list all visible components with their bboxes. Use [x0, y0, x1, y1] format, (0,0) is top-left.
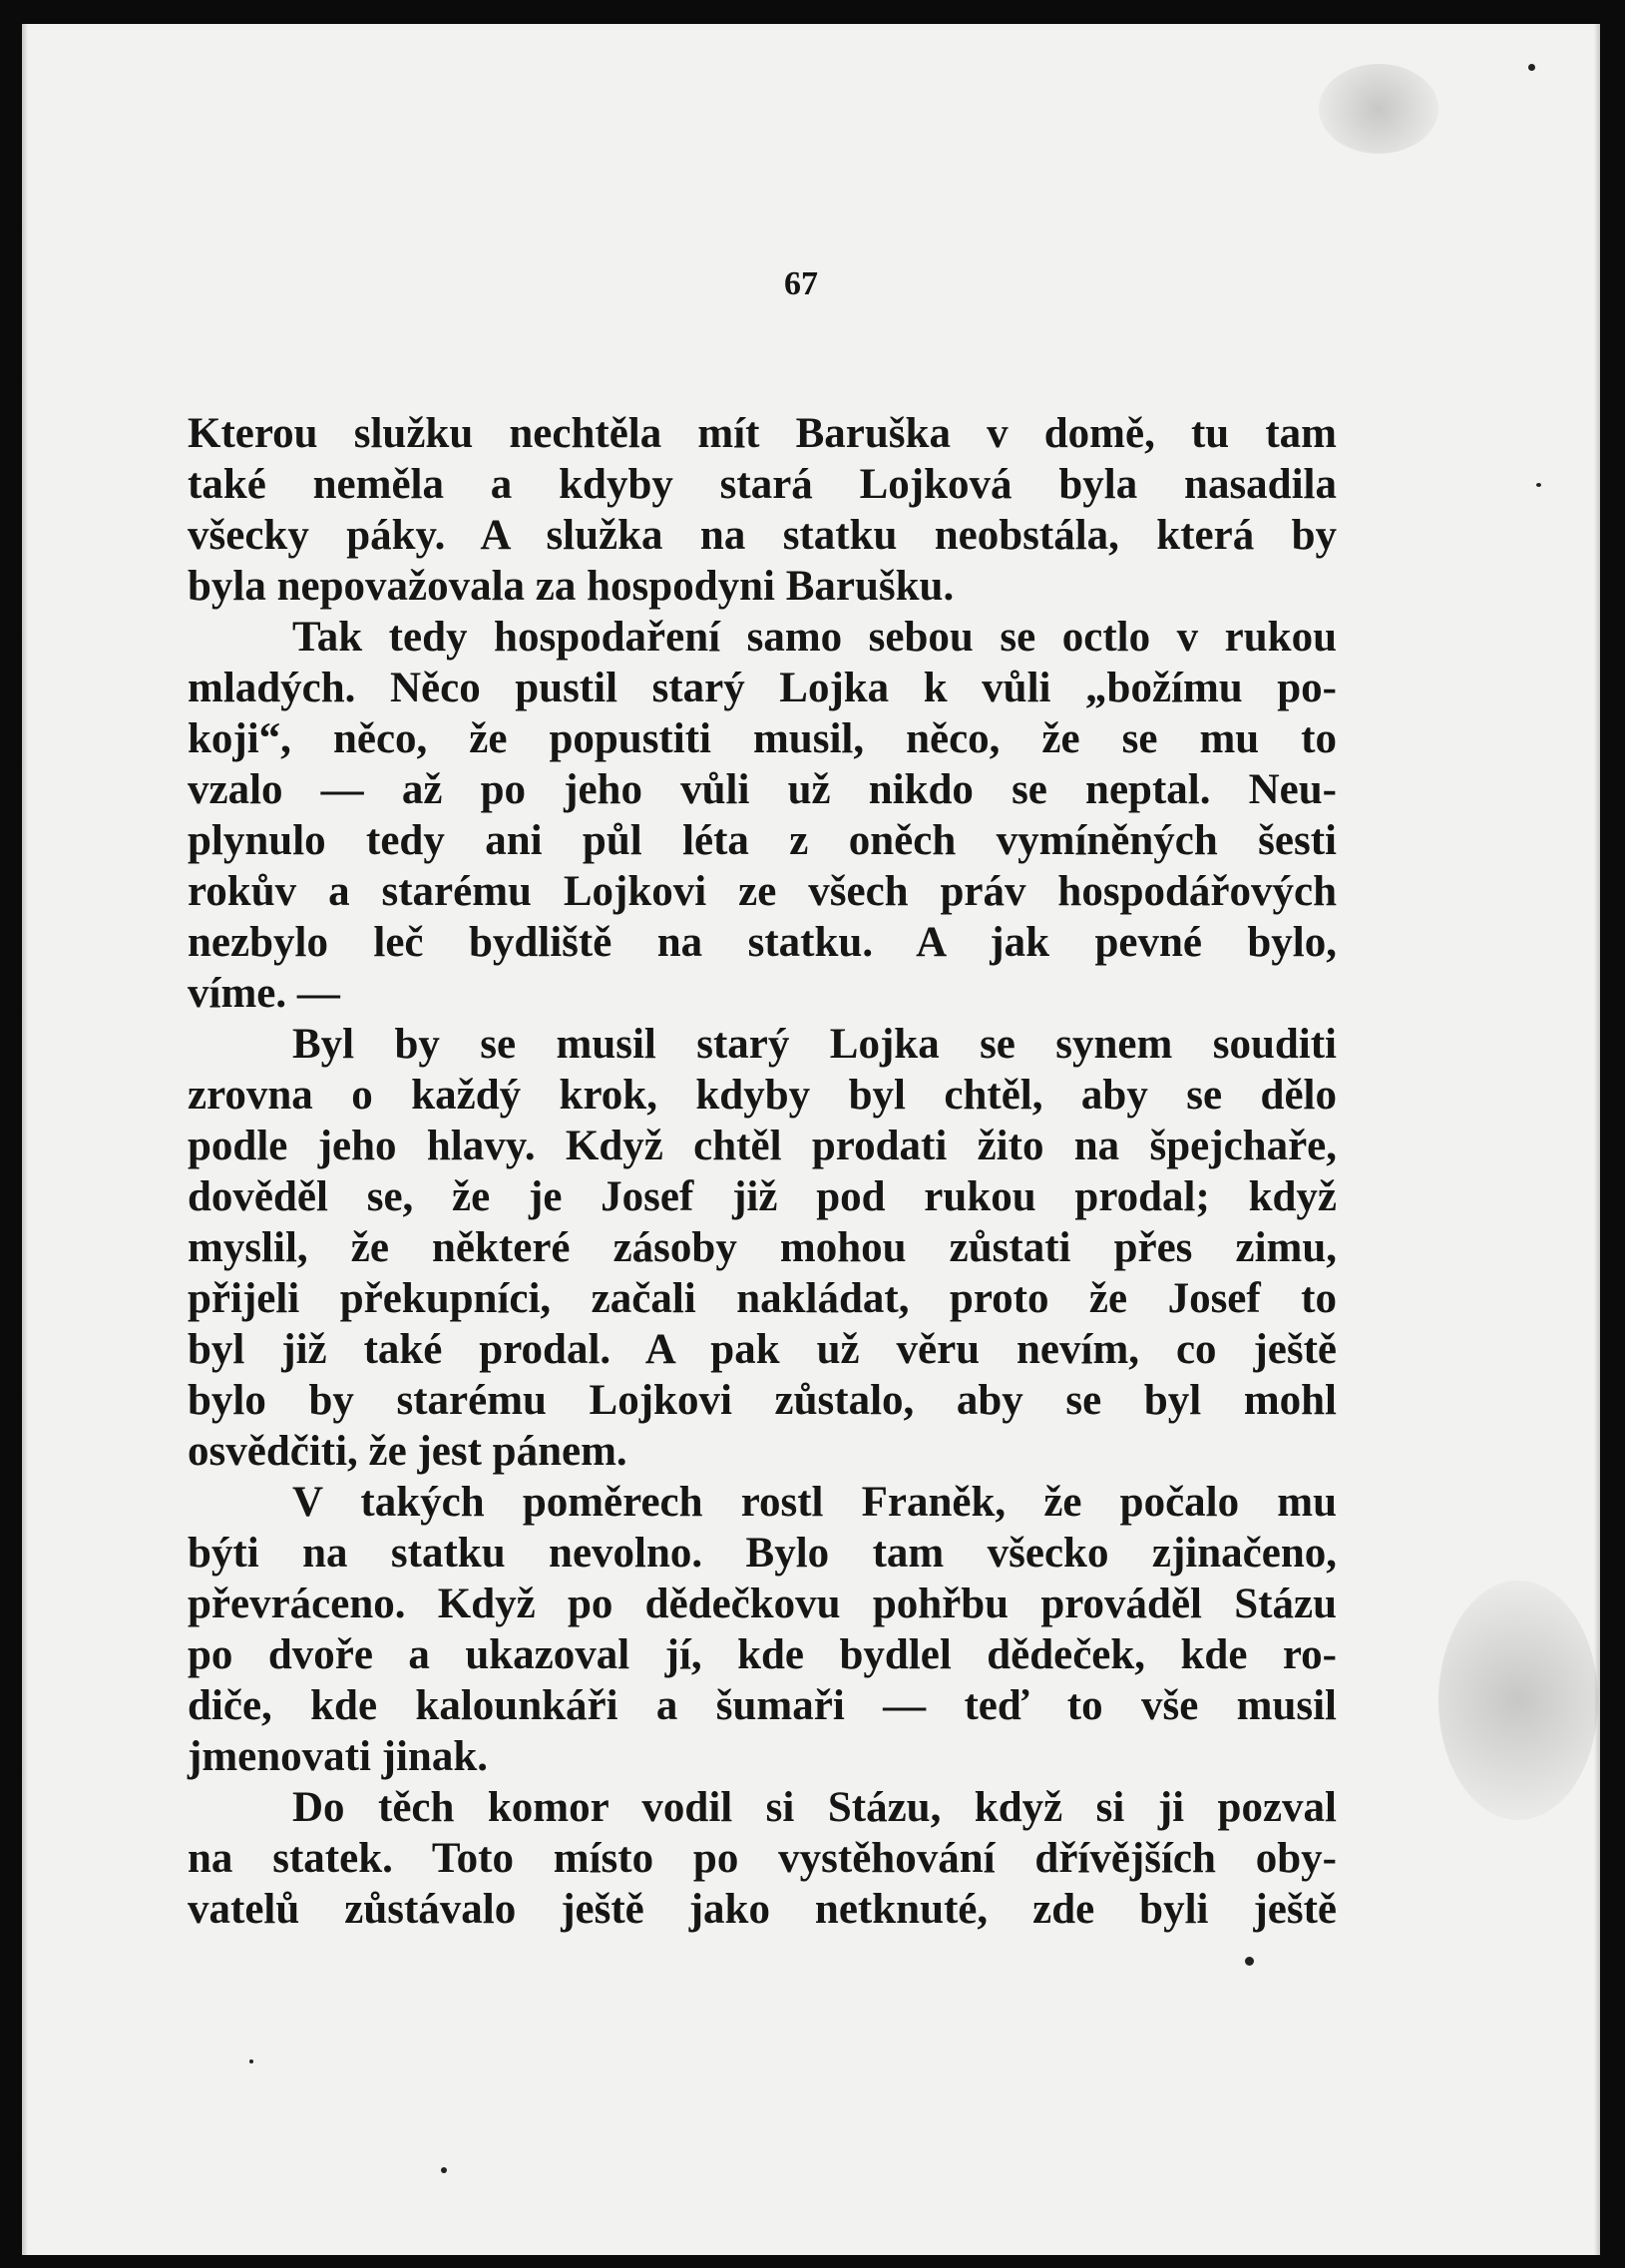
page-left-edge-shadow	[22, 24, 28, 2255]
text-line: koji“, něco, že popustiti musil, něco, že se mu to	[188, 715, 1337, 762]
scan-speck	[1245, 1957, 1254, 1966]
text-line: po dvoře a ukazoval jí, kde bydlel dědeček, kde ro-	[188, 1631, 1337, 1678]
text-line: osvědčiti, že jest pánem.	[188, 1428, 627, 1475]
text-line: podle jeho hlavy. Když chtěl prodati žito na špejchaře,	[188, 1123, 1337, 1169]
text-line: bylo by starému Lojkovi zůstalo, aby se byl mohl	[188, 1377, 1337, 1424]
book-page	[22, 24, 1600, 2255]
text-line: vzalo — až po jeho vůli už nikdo se neptal. Neu-	[188, 766, 1337, 813]
scan-noise	[1438, 1581, 1598, 1820]
text-line: myslil, že některé zásoby mohou zůstati přes zimu,	[188, 1224, 1337, 1271]
text-line: diče, kde kalounkáři a šumaři — teď to vše musil	[188, 1682, 1337, 1729]
text-line: jmenovati jinak.	[188, 1733, 488, 1780]
scan-speck	[249, 2059, 253, 2063]
scan-speck	[441, 2167, 447, 2173]
text-line: býti na statku nevolno. Bylo tam všecko zjinačeno,	[188, 1530, 1337, 1577]
text-line: mladých. Něco pustil starý Lojka k vůli „božímu po-	[188, 665, 1337, 711]
scan-noise	[1319, 64, 1438, 154]
text-line: víme. —	[188, 970, 340, 1017]
page-number-text: 67	[784, 265, 818, 302]
scan-speck	[1536, 483, 1541, 487]
text-line: Do těch komor vodil si Stázu, když si ji pozval	[292, 1784, 1337, 1831]
text-line: Tak tedy hospodaření samo sebou se octlo v rukou	[292, 614, 1337, 661]
body-text	[188, 408, 1337, 1935]
text-line: zrovna o každý krok, kdyby byl chtěl, aby se dělo	[188, 1072, 1337, 1119]
text-line: převráceno. Když po dědečkovu pohřbu prováděl Stázu	[188, 1581, 1337, 1627]
text-line: nezbylo leč bydliště na statku. A jak pevné bylo,	[188, 919, 1337, 966]
text-line: rokův a starému Lojkovi ze všech práv hospodářových	[188, 868, 1337, 915]
page-number	[22, 265, 1600, 303]
text-line: vatelů zůstávalo ještě jako netknuté, zde byli ještě	[188, 1886, 1337, 1933]
text-line: byl již také prodal. A pak už věru nevím, co ještě	[188, 1326, 1337, 1373]
text-line: dověděl se, že je Josef již pod rukou prodal; když	[188, 1173, 1337, 1220]
text-line: také neměla a kdyby stará Lojková byla nasadila	[188, 461, 1337, 508]
text-line: V takých poměrech rostl Franěk, že počalo mu	[292, 1479, 1337, 1526]
scan-speck	[1528, 64, 1535, 71]
text-line: plynulo tedy ani půl léta z oněch vymíněných šesti	[188, 817, 1337, 864]
text-line: Kterou služku nechtěla mít Baruška v domě, tu tam	[188, 410, 1337, 457]
text-line: přijeli překupníci, začali nakládat, proto že Josef to	[188, 1275, 1337, 1322]
page-right-edge-shadow	[1594, 24, 1600, 2255]
text-line: byla nepovažovala za hospodyni Barušku.	[188, 563, 955, 610]
text-line: všecky páky. A služka na statku neobstála, která by	[188, 512, 1337, 559]
text-line: Byl by se musil starý Lojka se synem souditi	[292, 1021, 1337, 1068]
text-line: na statek. Toto místo po vystěhování dřívějších oby-	[188, 1835, 1337, 1882]
